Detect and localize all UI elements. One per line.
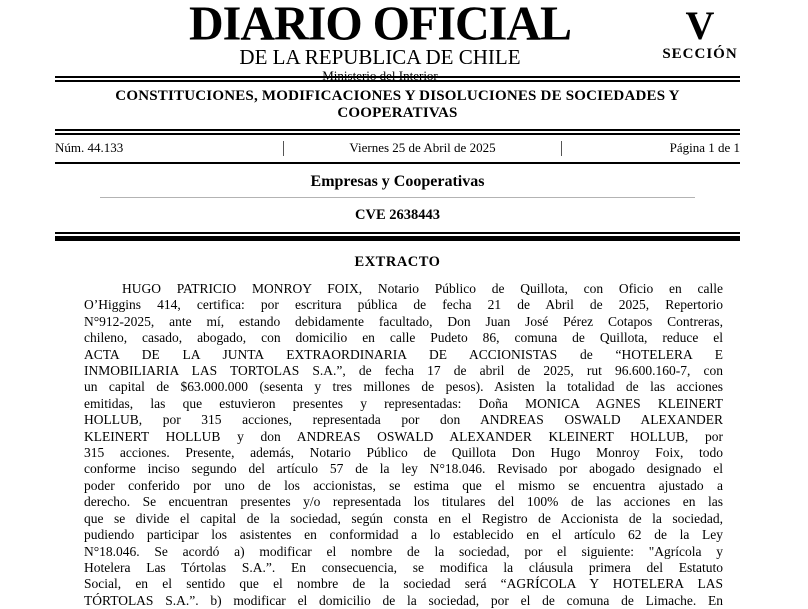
document-body [84,281,723,609]
content-column [55,76,740,609]
body-line: poder conferido por uno de los accionistas, se estima que el mismo se encuentra ajustado a [84,477,723,493]
masthead-center [0,2,760,83]
masthead [0,0,808,83]
divider-cve-heavy [55,236,740,241]
issue-number: Núm. 44.133 [55,140,124,155]
section-label: SECCIÓN [662,46,738,62]
body-line: KLEINERT HOLLUB y don ANDREAS OSWALD ALEXANDER KLEINERT HOLLUB, por [84,428,723,444]
body-line: HUGO PATRICIO MONROY FOIX, Notario Público de Quillota, con Oficio en calle [122,281,723,296]
issue-date: Viernes 25 de Abril de 2025 [349,140,496,155]
body-line: N°912-2025, ante mí, estando debidamente facultado, Don Juan José Pérez Cotapos Contreras, [84,313,723,329]
section-bar-title: CONSTITUCIONES, MODIFICACIONES Y DISOLUCIONES DE SOCIEDADES Y COOPERATIVAS [115,88,680,121]
body-line: O’Higgins 414, certifica: por escritura pública de fecha 21 de Abril de 2025, Repertorio [84,297,723,313]
body-line: que se divide el capital de la sociedad, según consta en el Registro de Accionista de la sociedad, [84,510,723,526]
body-line: emitidas, las que estuvieron presentes y representadas: Doña MONICA AGNES KLEINERT [84,395,723,411]
body-line: INMOBILIARIA LAS TORTOLAS S.A.”, de fecha 17 de abril de 2025, rut 96.600.160-7, con [84,363,723,379]
body-line: conforme inciso segundo del artículo 57 de la ley N°18.046. Revisado por abogado designado el [84,461,723,477]
masthead-title: DIARIO OFICIAL [188,0,572,51]
category-title: Empresas y Cooperativas [310,173,485,190]
body-line: pudiendo participar los asistentes en conformidad a lo establecido en el artículo 62 de la Ley [84,527,723,543]
section-block [650,3,750,62]
body-line: Social, en el sentido que el nombre de la sociedad será “AGRÍCOLA Y HOTELERA LAS [84,576,723,592]
page-indicator: Página 1 de 1 [669,140,740,155]
gray-divider [100,197,695,198]
body-line: Hotelera Las Tórtolas S.A.”. En consecuencia, se modifica la cláusula primera del Estatuto [84,559,723,575]
body-line: N°18.046. Se acordó a) modificar el nombre de la sociedad, por el siguiente: "Agrícola y [84,543,723,559]
cve-number: CVE 2638443 [355,207,440,223]
body-line: derecho. Se encuentran presentes y/o representada los titulares del 100% de las acciones en las [84,494,723,510]
body-line: ACTA DE LA JUNTA EXTRAORDINARIA DE ACCIONISTAS de “HOTELERA E [84,346,723,362]
masthead-subtitle: DE LA REPUBLICA DE CHILE [239,45,521,69]
info-row [55,135,740,162]
body-line: HOLLUB, por 315 acciones, representada por don ANDREAS OSWALD ALEXANDER [84,412,723,428]
divider-under-info [55,162,740,164]
body-line: un capital de $63.000.000 (sesenta y tres millones de pesos). Asisten la totalidad de las acciones [84,379,723,395]
body-line: TÓRTOLAS S.A.”. b) modificar el domicilio de la sociedad, por el de comuna de Limache. En [84,592,723,608]
ministry-label: Ministerio del Interior [322,68,438,83]
body-line: 315 acciones. Presente, además, Notario Público de Quillota Don Hugo Monroy Foix, todo [84,445,723,461]
extract-heading: EXTRACTO [354,254,441,270]
body-line: chileno, casado, abogado, con domicilio en calle Pudeto 86, comuna de Quillota, reduce el [84,330,723,346]
section-numeral: V [685,3,715,48]
